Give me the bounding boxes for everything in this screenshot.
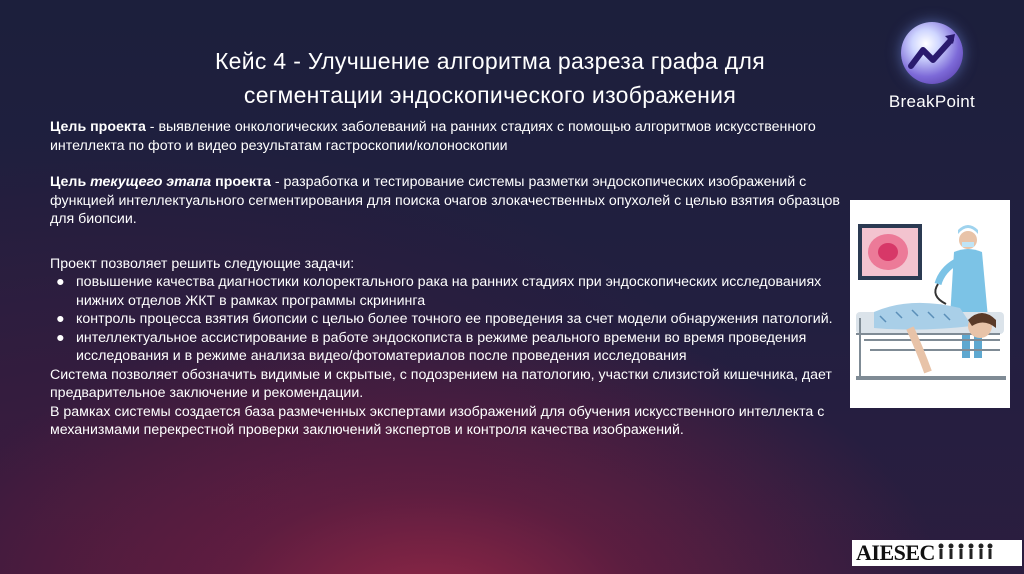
list-item: ● интеллектуальное ассистирование в работе эндоскописта в режиме реального времени во время проведения исследования и в режиме анализа видео/фотоматериалов после проведения исследования <box>56 329 807 364</box>
project-goal-text: - выявление онкологических заболеваний на ранних стадиях с помощью алгоритмов искусственного интеллекта по фото и видео результатам гастроскопии/колоноскопии <box>50 119 816 154</box>
people-silhouettes-icon <box>935 541 995 565</box>
project-goal-label: Цель проекта <box>50 119 146 135</box>
project-goal <box>50 118 840 155</box>
stage-goal-label-a: Цель <box>50 174 91 190</box>
breakpoint-logo <box>872 22 992 112</box>
database-description: В рамках системы создается база размеченных экспертами изображений для обучения искусственного интеллекта с механизмами перекрестной проверки заключений экспертов и контроля качества изображений. <box>50 403 825 438</box>
stage-goal-label-b: текущего этапа <box>90 174 212 190</box>
stage-goal-label-c: проекта <box>211 174 271 190</box>
task-list <box>50 273 840 366</box>
breakpoint-chart-icon <box>901 22 963 84</box>
stage-goal-text: - разработка и тестирование системы разметки эндоскопических изображений с функцией интеллектуального сегментирования для поиска очагов злокачественных опухолей с целью взятия образцов для биопсии. <box>50 174 840 227</box>
slide-title-line-2: сегментации эндоскопического изображения <box>243 82 737 108</box>
list-item: ● контроль процесса взятия биопсии с целью более точного ее проведения за счет модели обнаружения патологий. <box>56 311 833 327</box>
breakpoint-logo-text: BreakPoint <box>888 92 976 111</box>
aiesec-logo <box>852 540 1022 566</box>
stage-goal <box>50 173 840 229</box>
endoscopy-illustration <box>850 200 1010 408</box>
aiesec-logo-text: AIESEC <box>856 540 935 565</box>
slide-title-line-1: Кейс 4 - Улучшение алгоритма разреза графа для <box>214 48 765 74</box>
bullet-icon: ● <box>56 329 65 346</box>
tasks-intro: Проект позволяет решить следующие задачи: <box>50 255 355 272</box>
bullet-icon: ● <box>56 311 65 327</box>
bullet-icon: ● <box>56 274 65 290</box>
list-item: ● повышение качества диагностики колоректального рака на ранних стадиях при эндоскопических исследованиях нижних отделов ЖКТ в рамках программы скрининга <box>56 274 822 309</box>
system-description: Система позволяет обозначить видимые и скрытые, с подозрением на патологию, участки слизистой кишечника, дает предварительное заключение и рекомендации. <box>50 366 832 401</box>
slide-body <box>50 118 840 440</box>
slide-title <box>140 44 840 112</box>
